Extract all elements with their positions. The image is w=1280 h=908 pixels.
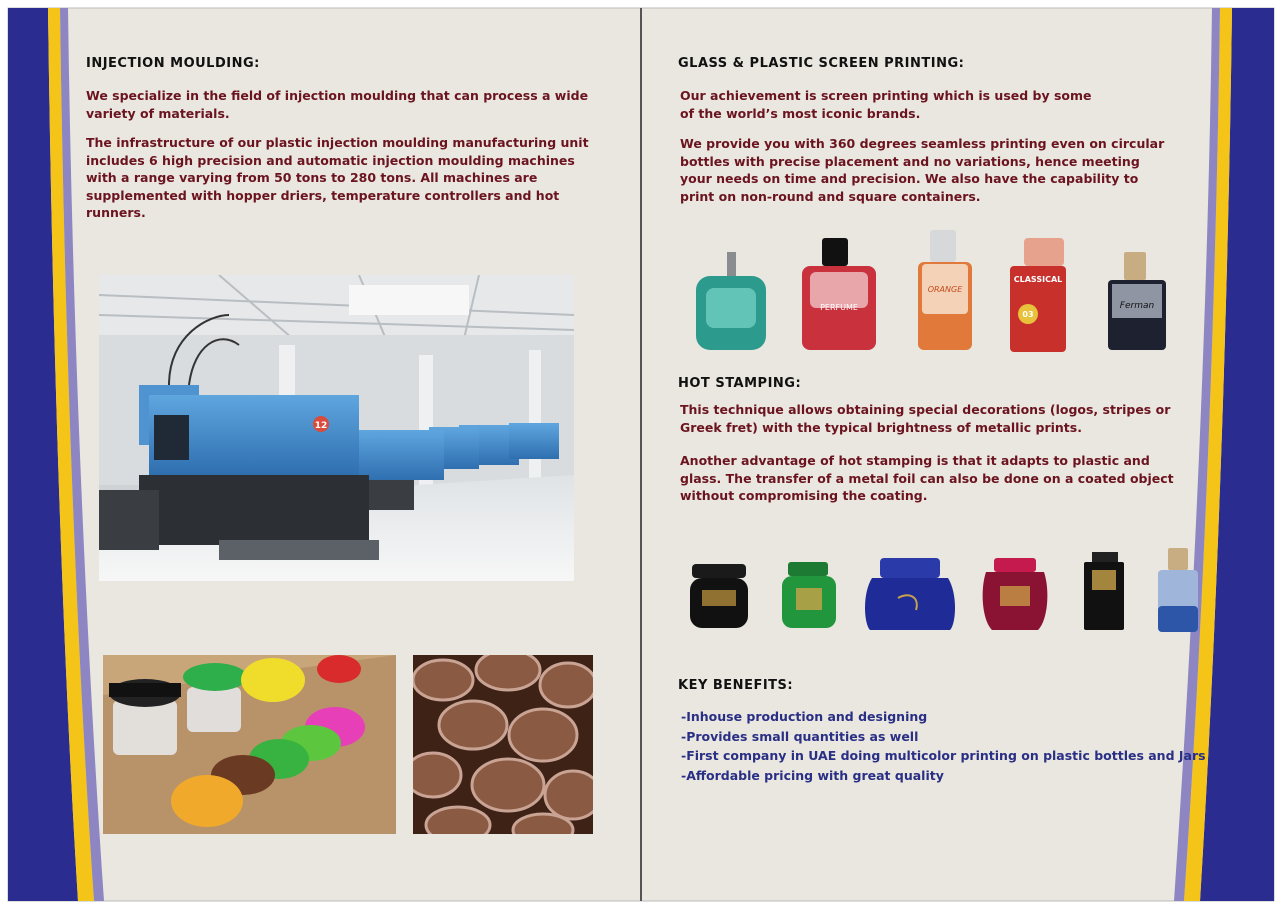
key-benefits-heading: KEY BENEFITS: [678, 678, 794, 693]
perfume-label: PERFUME [820, 303, 858, 312]
ferman-label: Ferman [1119, 301, 1155, 311]
brown-caps-photo [413, 655, 593, 834]
benefit-item-4: -Affordable pricing with great quality [681, 768, 944, 783]
hot-stamping-heading: HOT STAMPING: [678, 376, 802, 391]
screen-printing-heading: GLASS & PLASTIC SCREEN PRINTING: [678, 56, 965, 71]
hot-stamped-jars-image [688, 544, 1203, 636]
perfume-bottles-image [690, 226, 1180, 358]
classical-label: CLASSICAL [1013, 275, 1063, 284]
screen-printing-paragraph-1: Our achievement is screen printing which is used by some of the world’s most iconic brands. [680, 88, 1092, 121]
factory-photo [99, 275, 574, 581]
classical-number: 03 [1022, 310, 1034, 319]
injection-paragraph-2: The infrastructure of our plastic injection moulding manufacturing unit includes 6 high precision and automatic injection moulding machines with a range varying from 50 tons to 280 tons. All machines are supplemented with hopper driers, temperature controllers and hot runners. [86, 135, 589, 220]
orange-label: ORANGE [927, 285, 963, 294]
page-spine [640, 8, 642, 901]
hot-stamping-paragraph-1: This technique allows obtaining special decorations (logos, stripes or Greek fret) with the typical brightness of metallic prints. [680, 402, 1171, 435]
screen-printing-paragraph-2: We provide you with 360 degrees seamless printing even on circular bottles with precise placement and no variations, hence meeting your needs on time and precision. We also have the capability to print on non-round and square containers. [680, 136, 1165, 204]
machine-number: 12 [314, 421, 328, 431]
benefit-item-1: -Inhouse production and designing [681, 709, 928, 724]
injection-paragraph-1: We specialize in the field of injection moulding that can process a wide variety of materials. [86, 88, 589, 121]
benefit-item-2: -Provides small quantities as well [681, 729, 919, 744]
injection-heading: INJECTION MOULDING: [86, 56, 260, 71]
benefit-item-3: -First company in UAE doing multicolor printing on plastic bottles and Jars [681, 748, 1206, 763]
hot-stamping-paragraph-2: Another advantage of hot stamping is that it adapts to plastic and glass. The transfer of a metal foil can also be done on a coated object without compromising the coating. [680, 453, 1174, 503]
caps-jars-photo [103, 655, 396, 834]
